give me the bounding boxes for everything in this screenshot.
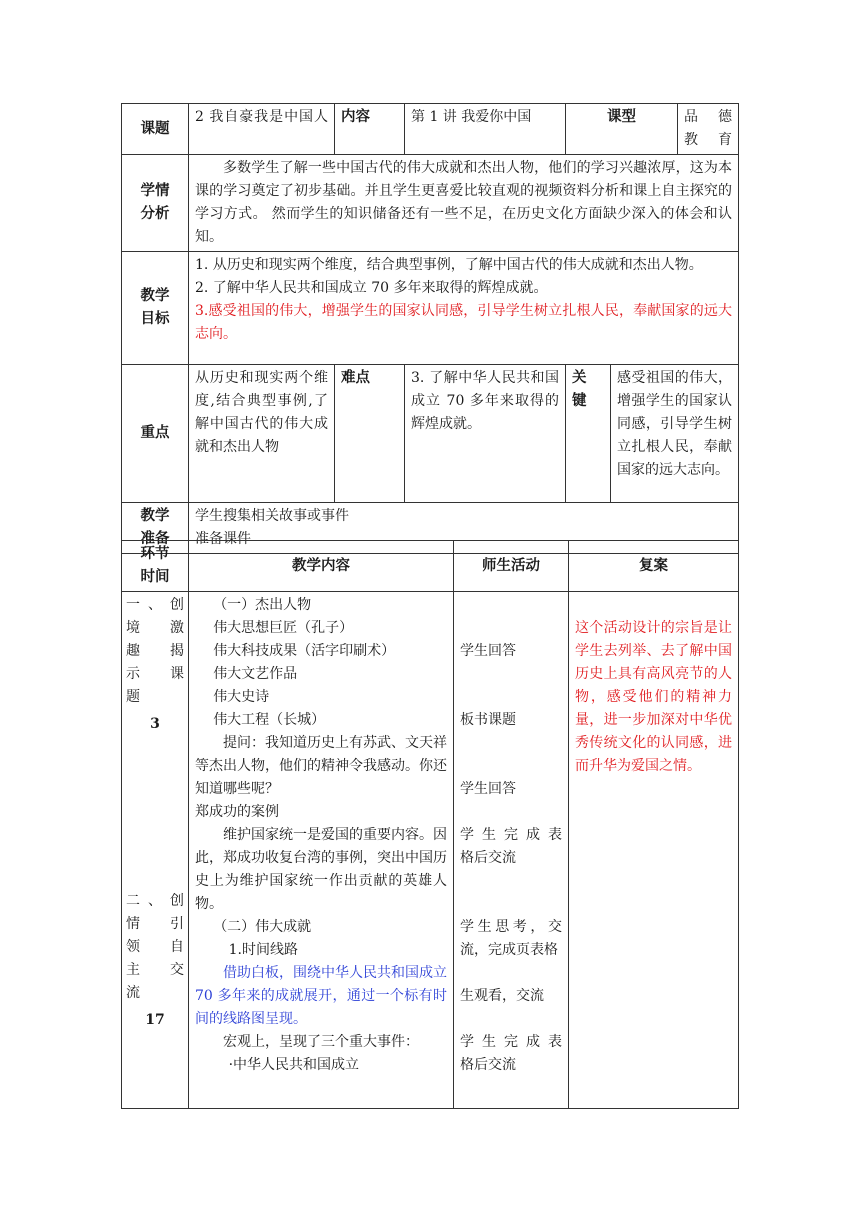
prep-label-line1: 教学	[140, 508, 170, 524]
s1-content-3: 伟大科技成果（活字印刷术）	[213, 643, 396, 659]
s1-activity-4: 学 生 完 成 表 格后交流	[460, 827, 562, 866]
s2-activity-2: 生观看，交流	[460, 988, 544, 1004]
s1-activity-2: 板书课题	[460, 712, 516, 728]
goal-2: 2. 了解中华人民共和国成立 70 多年来取得的辉煌成就。	[195, 280, 548, 296]
teaching-content	[189, 592, 454, 1109]
goal-3: 3.感受祖国的伟大，增强学生的国家认同感，引导学生树立扎根人民，奉献国家的远大志向。	[195, 303, 733, 342]
stage1-name-line3: 趣 揭	[126, 643, 184, 659]
difficult-label: 难点	[335, 365, 405, 503]
goals-list	[189, 252, 739, 365]
stage1-name-line2: 境 激	[126, 620, 184, 636]
s1-review-text: 这个活动设计的宗旨是让学生去列举、去了解中国历史上具有高风亮节的人物，感受他们的精神力量，进一步加深对中华优秀传统文化的认同感，进而升华为爱国之情。	[575, 620, 732, 774]
focus-label: 重点	[122, 365, 189, 503]
critical-text: 感受祖国的伟大，增强学生的国家认同感，引导学生树立扎根人民，奉献国家的远大志向。	[611, 365, 739, 503]
col-activity-header: 师生活动	[454, 541, 569, 592]
stage1-name-line1: 一、创	[126, 597, 184, 613]
lesson-header-table	[121, 103, 739, 554]
s2-content-5: ·中华人民共和国成立	[228, 1057, 360, 1073]
col-time-line1: 环节	[140, 546, 170, 562]
s1-activity-3: 学生回答	[460, 781, 516, 797]
critical-label-line2: 键	[572, 393, 587, 409]
col-time-line2: 时间	[140, 569, 170, 585]
review-column	[569, 592, 739, 1109]
critical-label-line1: 关	[572, 370, 587, 386]
type-value: 品 德 教 育	[678, 104, 739, 155]
stage2-name	[126, 890, 184, 1005]
analysis-label-line1: 学情	[140, 183, 170, 199]
difficult-text: 3. 了解中华人民共和国成立 70 多年来取得的辉煌成就。	[405, 365, 566, 503]
s2-content-1: （二）伟大成就	[213, 919, 312, 935]
analysis-label-line2: 分析	[140, 206, 170, 222]
goal-1: 1. 从历史和现实两个维度，结合典型事例，了解中国古代的伟大成就和杰出人物。	[195, 257, 703, 273]
s1-content-8: 郑成功的案例	[195, 804, 279, 820]
s1-content-6: 伟大工程（长城）	[213, 712, 326, 728]
stage1-name	[126, 594, 184, 709]
analysis-label	[122, 155, 189, 252]
key-point-text: 从历史和现实两个维度,结合典型事例,了解中国古代的伟大成就和杰出人物	[189, 365, 335, 503]
s1-content-5: 伟大史诗	[213, 689, 270, 705]
s2-activity-3: 学 生 完 成 表 格后交流	[460, 1034, 562, 1073]
stage2-minutes: 17	[145, 1012, 165, 1028]
s1-content-1: （一）杰出人物	[213, 597, 312, 613]
stage1-name-line4: 示 课	[126, 666, 184, 682]
col-content-header: 教学内容	[189, 541, 454, 592]
stage-column	[122, 592, 189, 1109]
stage2-name-line4: 主 交	[126, 962, 184, 978]
stage1-minutes: 3	[150, 716, 160, 732]
s1-content-2: 伟大思想巨匠（孔子）	[213, 620, 354, 636]
activities-column	[454, 592, 569, 1109]
s2-content-4: 宏观上，呈现了三个重大事件：	[223, 1034, 419, 1050]
topic-value: 2 我自豪我是中国人	[189, 104, 335, 155]
prep-line-1: 学生搜集相关故事或事件	[195, 508, 349, 524]
critical-label	[566, 365, 611, 503]
type-label: 课型	[566, 104, 678, 155]
stage1-name-line5: 题	[126, 689, 140, 705]
s2-content-2: 1.时间线路	[228, 942, 298, 958]
s1-content-9: 维护国家统一是爱国的重要内容。因此，郑成功收复台湾的事例，突出中国历史上为维护国家统一作出贡献的英雄人物。	[195, 827, 447, 912]
goals-label	[122, 252, 189, 365]
goals-label-line2: 目标	[140, 311, 170, 327]
s1-content-4: 伟大文艺作品	[213, 666, 298, 682]
prep-label-line2: 准备	[140, 531, 170, 547]
content-value: 第 1 讲 我爱你中国	[405, 104, 566, 155]
col-review-header: 复案	[569, 541, 739, 592]
stage2-name-line5: 流	[126, 985, 140, 1001]
goals-label-line1: 教学	[140, 288, 170, 304]
content-label: 内容	[335, 104, 405, 155]
col-time-header	[122, 541, 189, 592]
s2-activity-1: 学生思考，交流，完成页表格	[460, 919, 562, 958]
prep-line-2: 准备课件	[195, 531, 251, 547]
s2-content-3: 借助白板，围绕中华人民共和国成立 70 多年来的成就展开，通过一个标有时间的线路图呈现。	[195, 965, 447, 1027]
stage2-name-line3: 领 自	[126, 939, 184, 955]
s1-activity-1: 学生回答	[460, 643, 516, 659]
stage2-name-line1: 二、创	[126, 893, 184, 909]
topic-label: 课题	[122, 104, 189, 155]
lesson-process-table	[121, 540, 739, 1109]
s1-content-7: 提问：我知道历史上有苏武、文天祥等杰出人物，他们的精神令我感动。你还知道哪些呢？	[195, 735, 447, 797]
stage2-name-line2: 情 引	[126, 916, 184, 932]
analysis-text: 多数学生了解一些中国古代的伟大成就和杰出人物，他们的学习兴趣浓厚，这为本课的学习奠定了初步基础。并且学生更喜爱比较直观的视频资料分析和课上自主探究的学习方式。 然而学生的知识储备还有一些不足，在历史文化方面缺少深入的体会和认知。	[189, 155, 739, 252]
